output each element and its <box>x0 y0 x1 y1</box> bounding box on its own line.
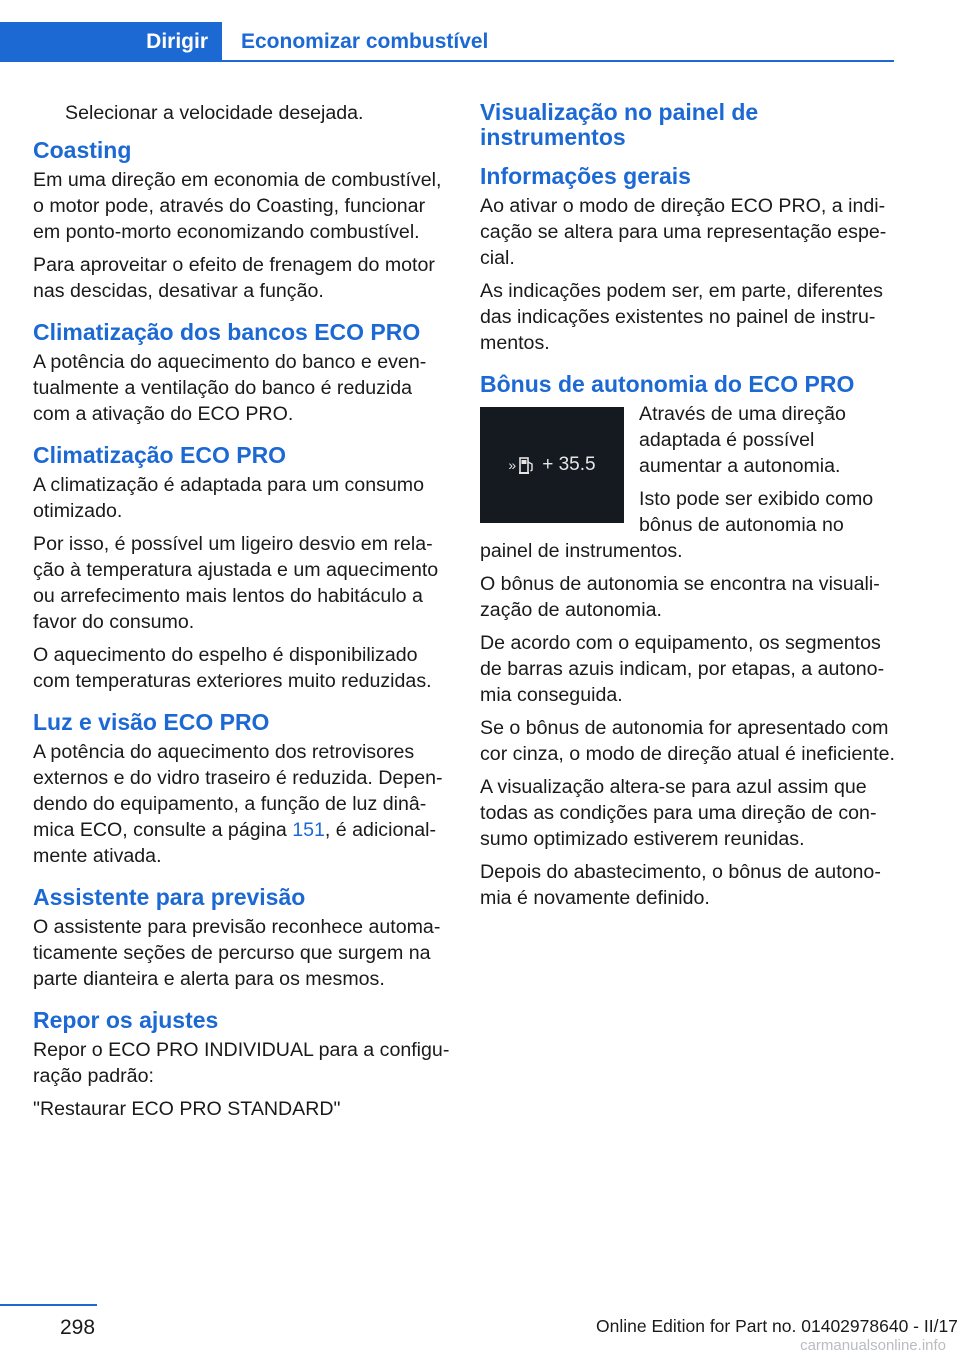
section-title: Luz e visão ECO PRO <box>33 709 270 735</box>
text-before-link: A potência do aquecimento dos retrovisores externos e do vidro traseiro é reduzida. Dependendo do equipamento, a função de luz dinâmica ECO, consulte a página <box>33 741 443 841</box>
figure-block <box>480 401 898 571</box>
paragraph: O bônus de autonomia se encontra na visualização de autonomia. <box>480 573 880 621</box>
paragraph: Por isso, é possível um ligeiro desvio em relação à temperatura ajustada e um aquecimento ou arrefecimento mais lentos do habitáculo a favor do consumo. <box>33 533 439 633</box>
paragraph: Em uma direção em economia de combustível, o motor pode, através do Coasting, funcionar em ponto-morto economizando combustível. <box>33 169 442 243</box>
paragraph: Para aproveitar o efeito de frenagem do motor nas descidas, desativar a função. <box>33 254 435 302</box>
section-title: Coasting <box>33 137 132 163</box>
intro-text: Selecionar a velocidade desejada. <box>65 102 364 124</box>
section-title: Climatização ECO PRO <box>33 442 287 468</box>
section-title: Bônus de autonomia do ECO PRO <box>480 371 855 397</box>
section-light-vision <box>33 708 451 869</box>
paragraph: Isto pode ser exibido como bônus de autonomia no painel de instrumentos. <box>480 488 874 562</box>
section-range-bonus <box>480 370 898 911</box>
paragraph: Depois do abastecimento, o bônus de autonomia é novamente definido. <box>480 861 881 909</box>
paragraph: A climatização é adaptada para um consumo otimizado. <box>33 474 425 522</box>
chapter-label: Dirigir <box>146 30 208 53</box>
paragraph-with-link <box>33 739 451 869</box>
page-number: 298 <box>60 1316 96 1339</box>
paragraph: As indicações podem ser, em parte, diferentes das indicações existentes no painel de instrumentos. <box>480 280 883 354</box>
main-heading: Visualização no painel de instrumentos <box>480 99 759 150</box>
paragraph: Ao ativar o modo de direção ECO PRO, a indicação se altera para uma representação especial. <box>480 195 887 269</box>
section-tab[interactable] <box>241 22 488 62</box>
section-label: Economizar combustível <box>241 30 489 53</box>
fuel-pump-icon <box>518 455 536 475</box>
section-seat-climate <box>33 318 451 427</box>
header-rule <box>222 60 894 62</box>
chevrons-icon: » <box>508 457 517 473</box>
footer-rule <box>0 1304 97 1306</box>
range-bonus-value: + 35.5 <box>542 454 596 475</box>
page-header <box>0 0 960 64</box>
paragraph: O assistente para previsão reconhece automaticamente seções de percurso que surgem na parte dianteira e alerta para os mesmos. <box>33 916 441 990</box>
chapter-tab[interactable] <box>0 22 222 62</box>
paragraph: O aquecimento do espelho é disponibilizado com temperaturas exteriores muito reduzidas. <box>33 644 432 692</box>
paragraph: A visualização altera-se para azul assim que todas as condições para uma direção de consumo optimizado estiverem reunidas. <box>480 776 877 850</box>
section-climate <box>33 441 451 694</box>
left-column <box>33 100 451 1136</box>
section-title: Climatização dos bancos ECO PRO <box>33 319 421 345</box>
paragraph: De acordo com o equipamento, os segmentos de barras azuis indicam, por etapas, a autonomia conseguida. <box>480 632 885 706</box>
paragraph: "Restaurar ECO PRO STANDARD" <box>33 1098 341 1120</box>
page-link[interactable]: 151 <box>292 819 325 841</box>
paragraph: A potência do aquecimento do banco e eventualmente a ventilação do banco é reduzida com a ativação do ECO PRO. <box>33 351 427 425</box>
section-reset <box>33 1006 451 1122</box>
text-after-link: , é adicionalmente ativada. <box>33 819 437 867</box>
range-bonus-readout <box>508 454 595 476</box>
edition-info: Online Edition for Part no. 01402978640 - II/17 <box>596 1316 958 1336</box>
paragraph: Repor o ECO PRO INDIVIDUAL para a configuração padrão: <box>33 1039 450 1087</box>
section-coasting <box>33 136 451 304</box>
section-predictive-assistant <box>33 883 451 992</box>
paragraph: Através de uma direção adaptada é possível aumentar a autonomia. <box>639 403 846 477</box>
range-bonus-display <box>480 407 624 523</box>
watermark: carmanualsonline.info <box>800 1337 946 1354</box>
section-general-info <box>480 162 898 356</box>
section-title: Assistente para previsão <box>33 884 306 910</box>
right-column <box>480 100 898 925</box>
section-title: Informações gerais <box>480 163 691 189</box>
paragraph: Se o bônus de autonomia for apresentado com cor cinza, o modo de direção atual é ineficiente. <box>480 717 895 765</box>
section-title: Repor os ajustes <box>33 1007 219 1033</box>
